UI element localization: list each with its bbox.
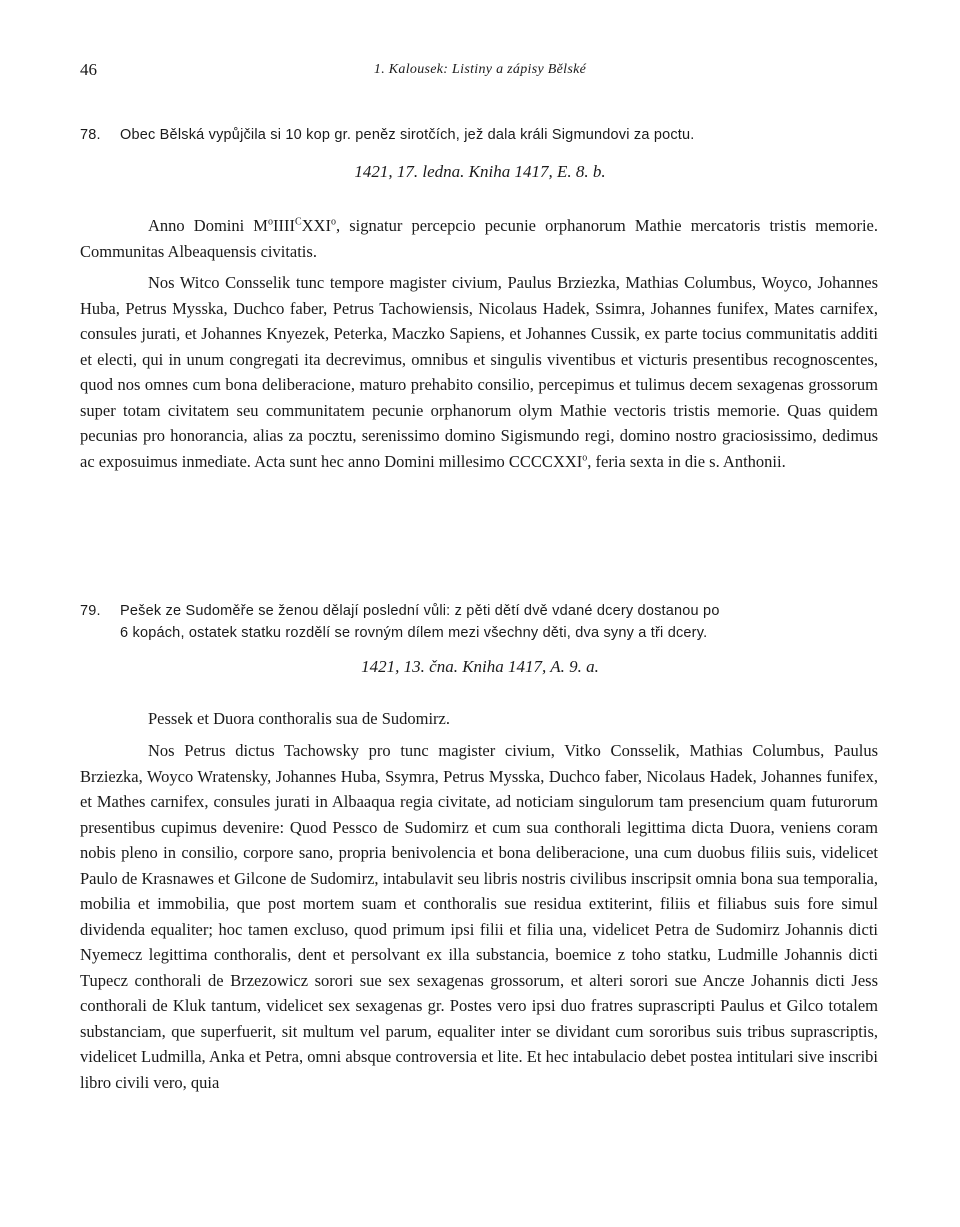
entry-79-dateline: 1421, 13. čna. Kniha 1417, A. 9. a.: [361, 657, 599, 676]
entry-summary-text: Obec Bělská vypůjčila si 10 kop gr. peněz sirotčích, jež dala králi Sigmundovi za poctu.: [120, 127, 695, 143]
entry-summary-continuation: 6 kopách, ostatek statku rozdělí se rovným dílem mezi všechny děti, dva syny a tři dcery.: [120, 625, 708, 641]
entry-79-summary: [80, 600, 880, 644]
entry-78-paragraph-1: Anno Domini $M^oIIII^CXXI^o$, signatur percepcio pecunie orphanorum Mathie mercatoris tristis memorie. Communitas Albeaquensis civitatis.: [80, 216, 879, 261]
page-number: 46: [80, 60, 97, 79]
entry-78-summary: [80, 124, 880, 146]
entry-79-paragraph-1: Pessek et Duora conthoralis sua de Sudomirz.: [148, 709, 450, 728]
entry-number: 79.: [80, 603, 101, 619]
entry-78-dateline: 1421, 17. ledna. Kniha 1417, E. 8. b.: [354, 162, 606, 181]
entry-78-paragraph-2: Nos Witco Consselik tunc tempore magister civium, Paulus Brziezka, Mathias Columbus, Woyco, Johannes Huba, Petrus Mysska, Duchco faber, Petrus Tachowiensis, Nicolaus Hadek, Ssimra, Johannes funifex, Mates carnifex, consules jurati, et Johannes Knyezek, Peterka, Maczko Sapiens, et Johannes Cussik, ex parte tocius communitatis additi et electi, qui in unum congregati ita decrevimus, omnibus et singulis viventibus et victuris presentibus recognoscentes, quod nos omnes cum bona deliberacione, maturo prehabito consilio, percepimus et tulimus decem sexagenas grossorum super totam civitatem seu communitatem pecunie orphanorum olym Mathie vectoris tristis memorie. Quas quidem pecunias pro honorancia, alias za pocztu, serenissimo domino Sigismundo regi, domino nostro graciosissimo, dedimus ac exposuimus inmediate. Acta sunt hec anno Domini millesimo CCCCXXI$^o$, feria sexta in die s. Anthonii.: [80, 273, 878, 471]
running-head: [0, 60, 960, 84]
entry-summary-text: Pešek ze Sudoměře se ženou dělají poslední vůli: z pěti dětí dvě vdané dcery dostanou po: [120, 603, 720, 619]
running-title: 1. Kalousek: Listiny a zápisy Bělské: [373, 62, 587, 77]
entry-number: 78.: [80, 127, 101, 143]
entry-79-paragraph-2: Nos Petrus dictus Tachowsky pro tunc magister civium, Vitko Consselik, Mathias Columbus, Paulus Brziezka, Woyco Wratensky, Johannes Huba, Ssymra, Petrus Mysska, Duchco faber, Nicolaus Hadek, Johannes funifex, et Mathes carnifex, consules jurati in Albaaqua regia civitate, ad noticiam singulorum tam presencium quam futurorum presentibus cupimus devenire: Quod Pessco de Sudomirz et cum sua conthorali legittima dicta Duora, veniens coram nobis pleno in consilio, corpore sano, propria benivolencia et bona deliberacione, una cum duobus filiis suis, videlicet Paulo de Krasnawes et Gilcone de Sudomirz, intabulavit seu libris nostris civilibus inscripsit omnia bona sua temporalia, mobilia et immobilia, que post mortem suam et conthoralis sue residua extiterint, filiis et filiabus suis fore simul dividenda equaliter; hoc tamen excluso, quod primum ipsi filii et filia una, videlicet Petra de Sudomirz Johannis dicti Nyemecz legittima conthoralis, dent et persolvant ex illa substancia, boemice z toho statku, Ludmille Johannis dicti Tupecz conthorali de Brzezowicz sorori sue sex sexagenas grossorum, et alteri sorori sue Ancze Johannis dicti Jess conthorali de Kluk tantum, videlicet sex sexagenas gr. Postes vero ipsi duo fratres suprascripti Paulus et Gilco totalem substanciam, que superfuerit, sit multum vel parum, equaliter inter se dividant cum sororibus suis tribus suprascriptis, videlicet Ludmilla, Anka et Petra, omni absque controversia et lite. Et hec intabulacio debet postea intitulari sive inscribi libro civili vero, quia: [80, 741, 878, 1092]
